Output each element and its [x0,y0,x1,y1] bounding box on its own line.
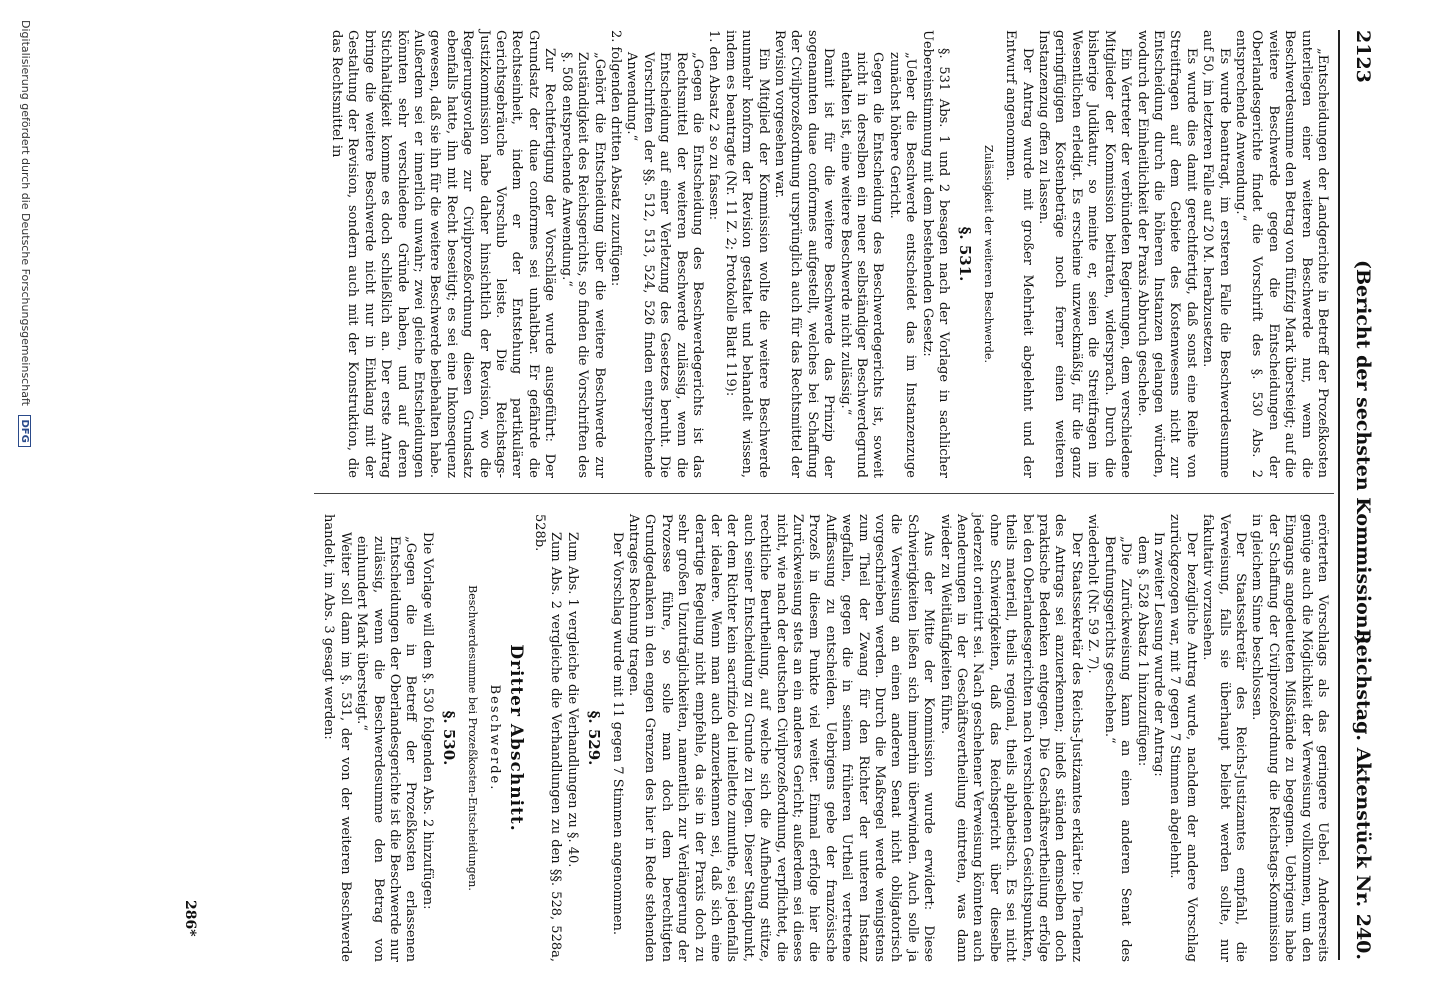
paragraph: wiederholt (Nr. 59 Z. 7). [1085,514,1101,674]
quote: „Gegen die in Betreff der Prozeßkosten erlassenen Entscheidungen der Oberlandesgerichte ist die Beschwerde nur zulässig, wenn die Beschwerdesumme den Betrag von einhundert Mark übersteigt.“ [354,536,419,962]
subheading: Beschwerdesumme bei Prozeßkosten-Entscheidungen. [465,585,479,891]
paragraph: Der Antrag wurde mit großer Mehrheit abgelehnt und der Entwurf angenommen. [1003,30,1035,478]
paragraph: Der Staatssekretär des Reichs-Justizamtes empfahl, die Verweisung, falls sie überhaupt beliebt werden sollte, nur fakultativ vorzusehen. [1200,514,1248,962]
section-number: §. 529. [585,710,604,766]
part-heading: Dritter Abschnitt. [506,644,527,832]
column-divider [314,493,1334,494]
paragraph: Es wurde dies damit gerechtfertigt, daß sonst eine Reihe von Streitfragen auf dem Gebiete des Kostenwesens nicht zur Entscheidung durch die höheren Instanzen gelangen würden, wodurch der Einheitlichkeit der Praxis Abbruch geschehe. [1134,30,1199,478]
part-subheading: Beschwerde. [487,684,503,792]
dfg-logo: DFG [18,415,31,446]
paragraph: Es wurde beantragt, im ersteren Falle die Beschwerdesumme auf 50, im letzteren Falle auf 20 M. herabzusetzen. [1200,30,1232,478]
section-number: §. 531. [956,226,975,282]
paragraph: Die Vorlage will dem §. 530 folgenden Abs. 2 hinzufügen: [419,532,435,910]
paragraph: In zweiter Lesung wurde der Antrag: [1150,532,1166,777]
quote: „Ueber die Beschwerde entscheidet das im Instanzenzuge zunächst höhere Gericht. [886,52,919,478]
right-column [320,514,1330,962]
quote: „Gegen die Entscheidung des Beschwerdegerichts ist das Rechtsmittel der weiteren Beschwerde zulässig, wenn die Entscheidung auf einer Verletzung des Gesetzes beruht. Die Vorschriften der §§. 512, 513, 524, 526 finden entsprechende Anwendung.“ [624,52,705,478]
page-number: 2123 [1352,30,1374,83]
paragraph: Damit ist für die weitere Beschwerde das Prinzip der sogenannten duae conformes aufgestellt, welches bei Schaffung der Civilprozeßordnung ursprünglich auch für das Rechtsmittel der Revision vorgesehen war. [772,30,837,478]
paragraph: erörterten Vorschlags als das geringere Uebel. Andererseits genüge auch die Möglichkeit der Verweisung vollkommen, um den Eingangs angedeuteten Mißstände zu begegnen. Uebrigens habe der Schaffung der Civilprozeßordnung die Reichstags-Kommission in gleichem Sinne beschlossen. [1249,514,1330,962]
paragraph: Der Staatssekretär des Reichs-Justizamtes erklärte: Die Tendenz des Antrags sei anzuerkennen; indeß ständen demselben doch praktische Bedenken entgegen. Die Geschäftsvertheilung erfolge bei den Oberlandesgerichten nach verschiedenen Gesichtspunkten, theils materiell, theils regional, theils alphabetisch. Es sei nicht ohne Schwierigkeiten, daß das Reichsgericht über dieselbe jederzeit orientirt sei. Nach geschehener Verweisung könnten auch Aenderungen in der Geschäftsvertheilung eintreten, was dann wieder zu Weitläufigkeiten führe. [937,514,1084,962]
header-right-title: Reichstag. Aktenstück Nr. 240. [1352,628,1374,960]
signature-mark: 286* [182,900,198,937]
page-header [1338,30,1376,960]
paragraph: Der Vorschlag wurde mit 11 gegen 7 Stimmen angenommen. [609,532,625,936]
list-item: 2. folgenden dritten Absatz zuzufügen: [607,30,623,287]
paragraph: Zum Abs. 1 vergleiche die Verhandlungen zu §. 40. [564,532,580,868]
credit-text: Digitalisierung gefördert durch die Deutsche Forschungsgemeinschaft [19,20,32,406]
digitization-credit [18,20,32,447]
paragraph: Der bezügliche Antrag wurde, nachdem der andere Vorschlag zurückgezogen war, mit 7 gegen 7 Stimmen abgelehnt. [1167,514,1199,962]
quote: Gegen die Entscheidung des Beschwerdegerichts ist, soweit nicht in derselben ein neuer selbständiger Beschwerdegrund enthalten ist, eine weitere Beschwerde nicht zulässig.“ [837,52,886,478]
paragraph: Ein Mitglied der Kommission wollte die weitere Beschwerde nunmehr konform der Revision gestaltet und behandelt wissen, indem es beantragte (Nr. 11 Z. 2; Protokolle Blatt 119): [722,30,771,478]
quote: „Gehört die Entscheidung über die weitere Beschwerde zur Zuständigkeit des Reichsgerichts, so finden die Vorschriften des §. 508 entsprechende Anwendung.“ [558,52,607,478]
paragraph: Weiter soll dann im §. 531, der von der weiteren Beschwerde handelt, im Abs. 3 gesagt werden: [321,514,353,962]
list-item: 1. den Absatz 2 so zu fassen: [706,30,722,221]
paragraph: Zum Abs. 2 vergleiche die Verhandlungen zu den §§. 528, 528a, 528b. [531,514,564,962]
subheading: Zulässigkeit der weiteren Beschwerde. [981,144,995,363]
quote: „Die Zurückweisung kann an einen anderen Senat des Berufungsgerichts geschehen.“ [1101,536,1134,962]
paragraph: „Entscheidungen der Landgerichte in Betreff der Prozeßkosten unterliegen einer weiteren Beschwerde nur, wenn die Beschwerdesumme den Betrag von fünfzig Mark übersteigt; auf die weitere Beschwerde gegen die Entscheidungen der Oberlandesgerichte findet die Vorschrift des §. 530 Abs. 2 entsprechende Anwendung.“ [1232,30,1330,478]
section-number: §. 530. [440,710,459,766]
paragraph: §. 531 Abs. 1 und 2 besagen nach der Vorlage in sachlicher Uebereinstimmung mit dem bestehenden Gesetz: [919,30,952,478]
paragraph: Ein Vertreter der verbündeten Regierungen, dem verschiedene Mitglieder der Kommission beitraten, widersprach. Durch die bisherige Judikatur, so meinte er, seien die Streitfragen im Wesentlichen erledigt. Es erscheine unzweckmäßig, für die ganz geringfügigen Kostenbeträge noch ferner einen weiteren Instanzenzug offen zu lassen. [1036,30,1134,478]
left-column [328,30,1330,478]
header-left-title: (Bericht der sechsten Kommission.) [1352,260,1374,645]
paragraph: Zur Rechtfertigung der Vorschläge wurde ausgeführt: Der Grundsatz der duae conformes sei unhaltbar. Er gefährde die Rechtseinheit, indem er der Entstehung partikulärer Gerichtsgebräuche Vorschub leiste. Die Reichstags-Justizkommission habe daher hinsichtlich der Revision, wo die Regierungsvorlage zur Civilprozeßordnung diesen Grundsatz ebenfalls hatte, ihn mit Recht beseitigt; es sei eine Inkonsequenz gewesen, daß sie ihn für die weitere Beschwerde beibehalten habe. Außerdem sei er innerlich unwahr; zwei gleiche Entscheidungen könnten sehr verschiedene Gründe haben, und auf deren Stichhaltigkeit komme es doch schließlich an. Der erste Antrag bringe die weitere Beschwerde nicht nur in Einklang mit der Gestaltung der Revision, sondern auch mit der Konstruktion, die das Rechtsmittel in [329,30,558,478]
quote: dem §. 528 Absatz 1 hinzuzufügen: [1134,536,1150,767]
paragraph: Aus der Mitte der Kommission wurde erwidert: Diese Schwierigkeiten ließen sich immerhin überwinden. Auch solle ja die Verweisung an einen anderen Senat nicht obligatorisch vorgeschrieben werden. Durch die Maßregel werde wenigstens zum Theil der Zwang für den Richter der unteren Instanz wegfallen, gegen die in seinem früheren Urtheil vertretene Auffassung zu entscheiden. Uebrigens gebe der französische Prozeß in diesem Punkte viel weiter. Einmal erfolge hier die Zurückweisung stets an ein anderes Gericht; außerdem sei dieses nicht, wie nach der deutschen Civilprozeßordnung, verpflichtet, die rechtliche Beurtheilung, auf welche sich die Aufhebung stütze, auch seiner Entscheidung zu Grunde zu legen. Dieser Standpunkt, der dem Richter kein sacrifizio del intelletto zumuthe, sei jedenfalls der idealere. Wenn man auch anzuerkennen sei, daß sich eine derartige Regelung nicht empfehle, da sie in der Praxis doch zu sehr großen Unzuträglichkeiten, namentlich zur Verlängerung der Prozesse führe, so solle man doch dem berechtigten Grundgedanken in den engen Grenzen des hier in Rede stehenden Antrages Rechnung tragen. [625,514,937,962]
